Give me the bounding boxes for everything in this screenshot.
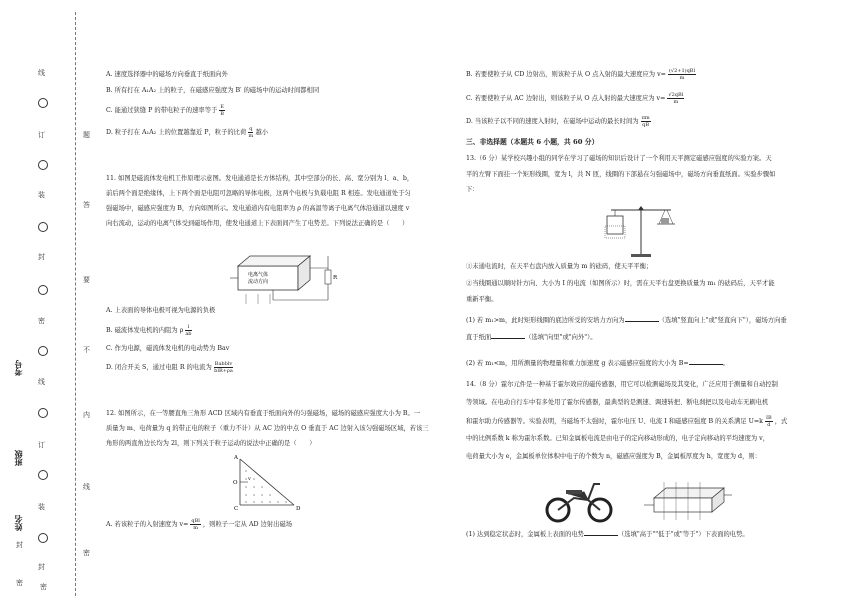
fraction <box>219 104 225 117</box>
frac-den: d <box>767 422 771 428</box>
fraction <box>765 415 773 428</box>
q13-step-2: ②当线圈通以顺时针方向、大小为 I 的电流（如图所示）时，需在天平右盘更换质量为 m₁ 的砝码后，天平才能 <box>466 280 775 287</box>
q12-option-b-text: B. 若要使粒子从 CD 边射出，则该粒子从 O 点入射的最大速度应为 v= <box>466 71 666 78</box>
frac-den: m <box>679 75 685 81</box>
q10-option-d <box>106 126 268 139</box>
q10-option-c-text: C. 能通过狭缝 P 的带电粒子的速率等于 <box>106 107 218 114</box>
metal-plate-figure <box>644 478 734 524</box>
q12-stem-2: 质量为 m、电荷量为 q 的带正电的粒子（重力不计）从 AC 边的中点 O 垂直于 AC 边射入该匀强磁场区域，若该三 <box>106 425 429 432</box>
q11-option-c: C. 作为电源，磁流体发电机的电动势为 Bav <box>106 345 230 352</box>
answer-blank[interactable] <box>491 332 525 339</box>
margin-char: 订 <box>38 131 45 139</box>
frac-den: qB <box>642 122 650 128</box>
answer-blank[interactable] <box>584 529 618 536</box>
q10-option-a: A. 速度选择器中的磁场方向垂直于纸面向外 <box>106 71 228 78</box>
margin-circle <box>38 346 48 356</box>
triangle-figure <box>224 453 314 513</box>
margin-circle <box>38 160 48 170</box>
frac-num: IB <box>766 415 772 421</box>
frac-den: blR+ρa <box>214 368 233 374</box>
answer-blank[interactable] <box>689 358 723 365</box>
frac-num: πm <box>641 115 650 121</box>
q13-stem-1: 13.（6 分）某学校兴趣小组的同学在学习了磁场的知识后设计了一个利用天平测定磁感应强度的实验方案。天 <box>466 155 772 162</box>
frac-den: B <box>220 111 224 117</box>
margin-char: 封 <box>38 253 45 261</box>
name-label: 姓名 <box>13 515 23 531</box>
fraction <box>668 68 696 81</box>
q14-stem-3-tail: ，式 <box>774 418 788 425</box>
fraction <box>190 518 200 531</box>
figure-label-R: R <box>333 275 338 281</box>
frac-den: m <box>673 99 679 105</box>
q13-part1-line2 <box>466 332 597 343</box>
frac-den: ab <box>185 331 192 337</box>
q13-part1-hint2: （选填"向里"或"向外"）。 <box>525 334 597 341</box>
q13-part1-hint: （选填"竖直向上"或"竖直向下"），磁场方向垂 <box>658 317 787 324</box>
fraction <box>185 324 191 337</box>
q12-option-d <box>466 115 651 128</box>
frac-num: l <box>185 324 191 331</box>
margin-char: 答 <box>83 201 90 209</box>
q11-option-d <box>106 361 233 374</box>
q10-option-d-text: D. 粒子打在 A₁A₂ 上的位置越靠近 P，粒子的比荷 <box>106 129 247 136</box>
fraction <box>248 126 253 139</box>
fraction <box>214 361 233 374</box>
q11-stem-4: 向右流动，运动的电离气体受到磁场作用，使发电通道上下表面间产生了电势差。下列说法正确的是（ ） <box>106 220 409 227</box>
fraction <box>667 92 684 105</box>
frac-num: Babblv <box>214 361 233 367</box>
point-C: C <box>234 506 239 512</box>
margin-circle <box>38 222 48 232</box>
q14-stem-5: 电荷量大小为 e，金属板单位体积中电子的个数为 n，磁感应强度为 B，金属板厚度为 h，宽度为 d，则： <box>466 453 761 460</box>
frac-num: (√2+1)qBl <box>668 68 696 74</box>
q12-option-c <box>466 92 684 105</box>
section-heading: 三、非选择题（本题共 6 小题，共 60 分） <box>466 138 599 146</box>
class-label: 班级 <box>13 450 23 466</box>
fraction <box>641 115 651 128</box>
q13-step-1: ①未通电流时，在天平右盘内放入质量为 m 的砝码，使天平平衡； <box>466 263 653 270</box>
margin-char: 封 <box>38 563 45 571</box>
q11-option-a: A. 上表面的导体电极可视为电源的负极 <box>106 307 216 314</box>
point-O: O <box>233 480 238 486</box>
q12-stem-3: 角形的两直角边长均为 2l，则下列关于粒子运动的说法中正确的是（ ） <box>106 440 316 447</box>
q13-part2-end: 。 <box>722 360 729 367</box>
q13-part1-line1 <box>466 315 787 326</box>
q13-stem-3: 下： <box>466 186 479 193</box>
binding-margin <box>0 0 100 608</box>
margin-circle <box>38 408 48 418</box>
q11-option-d-text: D. 闭合开关 S，通过电阻 R 的电流为 <box>106 364 212 371</box>
margin-circle <box>38 285 48 295</box>
mhd-generator-figure <box>228 248 348 308</box>
e-bike-image <box>544 478 614 524</box>
balance-figure <box>601 200 681 260</box>
margin-char: 不 <box>83 346 90 354</box>
margin-char: 题 <box>83 131 90 139</box>
margin-char: 装 <box>38 503 45 511</box>
q14-stem-4: 中的比例系数 k 称为霍尔系数。已知金属板电流是由电子的定向移动形成的，电子定向移动的平均速度为 v， <box>466 435 770 442</box>
q13-stem-2: 平的左臂下面挂一个矩形线圈，宽为 l，共 N 匝，线圈的下部悬在匀强磁场中，磁场方向垂直纸面。实验步骤如 <box>466 171 776 178</box>
point-A: A <box>234 455 238 461</box>
q10-option-c <box>106 104 225 117</box>
frac-den: m <box>248 133 254 139</box>
margin-circle <box>38 98 48 108</box>
q11-stem-3: 强磁场中，磁感应强度为 B，方向如图所示。发电通道内有电阻率为 ρ 的高温等离子电离气体沿通道以速度 v <box>106 205 410 212</box>
margin-char: 线 <box>38 69 45 77</box>
q12-option-d-text: D. 当该粒子以不同的速度入射时，在磁场中运动的最长时间为 <box>466 118 639 125</box>
q10-option-d-tail: 越小 <box>255 129 269 136</box>
q14-part1-text: (1) 达到稳定状态时，金属板上表面的电势 <box>466 531 584 538</box>
margin-char: 内 <box>83 411 90 419</box>
q14-stem-2: 等领域。在电动自行车中有多处用了霍尔传感器，最典型的是测速、调速转把、断电刹把以及电动车无刷电机 <box>466 399 769 406</box>
binding-cut-line <box>75 12 76 596</box>
q10-option-b: B. 所有打在 A₁A₂ 上的粒子，在磁感应强度为 B′ 的磁场中的运动时间都相同 <box>106 87 320 94</box>
q11-stem-1: 11. 如图是磁流体发电机工作原理示意图。发电通道是长方体结构，其中空部分的长、高、宽分别为 l、a、b， <box>106 175 414 182</box>
point-D: D <box>296 506 301 512</box>
q14-part1 <box>466 529 749 540</box>
q12-option-a-tail: ，则粒子一定从 AD 边射出磁场 <box>202 521 293 528</box>
frac-num: E <box>220 104 224 110</box>
q13-part1-text2: 直于纸面 <box>466 334 492 341</box>
q13-part1-text: (1) 若 m₁>m，此时矩形线圈的底边所受的安培力方向为 <box>466 317 625 324</box>
frac-num: qBl <box>191 518 200 524</box>
margin-char: 线 <box>38 378 45 386</box>
answer-blank[interactable] <box>625 315 659 322</box>
q14-part1-hint: （选填"高于""低于"或"等于"）下表面的电势。 <box>617 531 749 538</box>
margin-char: 封 <box>16 541 23 549</box>
q11-option-b-text: B. 磁流体发电机的内阻为 ρ <box>106 327 184 334</box>
q14-stem-3 <box>466 415 787 428</box>
q11-stem-2: 前后两个面是绝缘体，上下两个面是电阻可忽略的导体电极，这两个电极与负载电阻 R 相连。发电通道处于匀 <box>106 190 411 197</box>
figure-label-gas: 电离气体 <box>248 272 269 278</box>
figure-label-flow: 流动方向 <box>248 279 269 285</box>
frac-num: q <box>249 126 253 132</box>
q14-stem-3-text: 和霍尔助力传感器等。实验表明，当磁场不太强时，霍尔电压 U、电流 I 和磁感应强度 B 的关系满足 U=k <box>466 418 764 425</box>
margin-circle <box>38 470 48 480</box>
q13-part2-text: (2) 若 m₁<m，用所测量的物理量和重力加速度 g 表示磁感应强度的大小为 B= <box>466 360 689 367</box>
exam-number-label: 考号 <box>13 360 23 376</box>
frac-num: √2qBl <box>668 92 684 98</box>
margin-char: 密 <box>16 579 23 587</box>
margin-char: 密 <box>40 583 47 591</box>
q13-part2 <box>466 358 729 369</box>
margin-char: 线 <box>83 483 90 491</box>
q14-stem-1: 14.（8 分）霍尔元件是一种基于霍尔效应的磁传感器，用它可以检测磁场及其变化，广泛应用于测量和自动控制 <box>466 381 778 388</box>
frac-den: m <box>193 525 198 531</box>
margin-char: 密 <box>38 317 45 325</box>
q11-option-b <box>106 324 192 337</box>
margin-circle <box>38 533 48 543</box>
margin-char: 要 <box>83 276 90 284</box>
margin-char: 装 <box>38 191 45 199</box>
margin-char: 密 <box>83 549 90 557</box>
q12-option-c-text: C. 若要使粒子从 AC 边射出，则该粒子从 O 点入射的最大速度应为 v= <box>466 95 666 102</box>
q12-option-b <box>466 68 696 81</box>
velocity-label: v <box>248 476 251 482</box>
q12-option-a <box>106 518 292 531</box>
q12-option-a-text: A. 若该粒子的入射速度为 v= <box>106 521 189 528</box>
q13-step-2-cont: 重新平衡。 <box>466 296 498 303</box>
q12-stem-1: 12. 如图所示，在一等腰直角三角形 ACD 区域内有垂直于纸面向外的匀强磁场，磁场的磁感应强度大小为 B。一 <box>106 410 421 417</box>
margin-char: 订 <box>38 441 45 449</box>
